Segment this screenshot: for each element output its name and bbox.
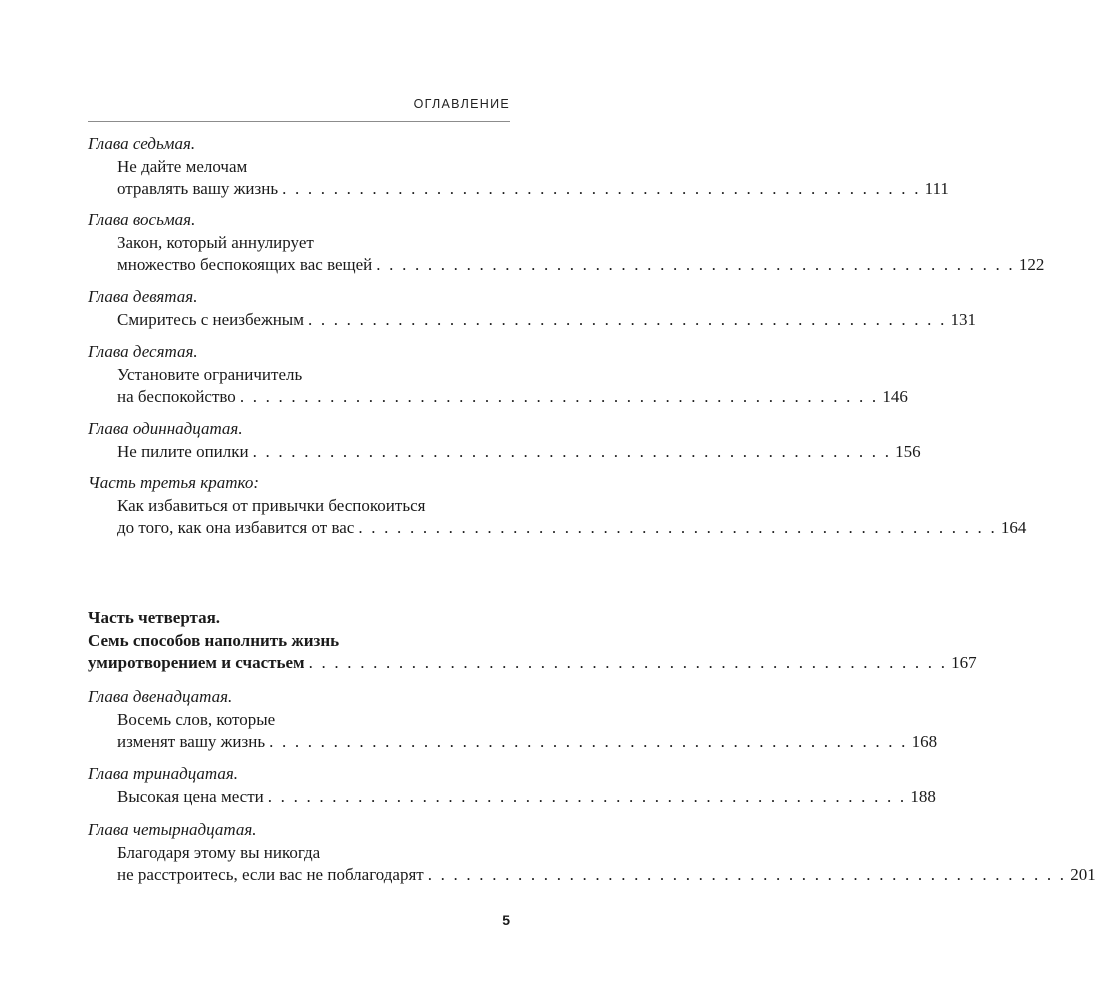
entry-title-line: Смиритесь с неизбежным [117, 309, 304, 329]
entry-title-line: Не пилите опилки [117, 441, 249, 461]
page-folio: 5 [502, 912, 510, 928]
toc-entry-chapter-10[interactable] [88, 341, 908, 409]
chapter-label: Глава двенадцатая. [88, 687, 233, 706]
dot-leader: . . . . . . . . . . . . . . . . . . . . . . . . . . . . . . . . . . . . . . . . . . . . . . . . . . [282, 179, 921, 198]
dot-leader: . . . . . . . . . . . . . . . . . . . . . . . . . . . . . . . . . . . . . . . . . . . . . . . . . . [267, 786, 907, 806]
running-head: ОГЛАВЛЕНИЕ [413, 97, 510, 111]
chapter-label: Глава девятая. [88, 287, 198, 306]
entry-title-line: изменят вашу жизнь [117, 732, 266, 751]
part-title-line: Часть четвертая. [88, 608, 221, 627]
dot-leader: . . . . . . . . . . . . . . . . . . . . . . . . . . . . . . . . . . . . . . . . . . . . . . . . . . [252, 441, 892, 461]
toc-entry-chapter-11[interactable] [88, 418, 921, 463]
entry-title-line: Закон, который аннулирует [117, 232, 314, 252]
dot-leader: . . . . . . . . . . . . . . . . . . . . . . . . . . . . . . . . . . . . . . . . . . . . . . . . . . [358, 518, 997, 537]
chapter-label: Глава десятая. [88, 342, 198, 361]
part-title-line: умиротворением и счастьем [88, 653, 305, 672]
page-number: 122 [1018, 255, 1045, 274]
entry-title-line: Благодаря этому вы никогда [117, 842, 321, 862]
entry-title-line: до того, как она избавится от вас [117, 518, 355, 537]
entry-title-line: Не дайте мелочам [117, 156, 248, 176]
page-number: 201 [1070, 865, 1096, 884]
page-number: 168 [911, 732, 938, 751]
page-number: 188 [910, 786, 936, 806]
header-rule [88, 121, 510, 122]
toc-entry-chapter-12[interactable] [88, 686, 938, 754]
chapter-label: Глава одиннадцатая. [88, 419, 243, 438]
entry-title-line: отравлять вашу жизнь [117, 179, 279, 198]
entry-title-line: Восемь слов, которые [117, 709, 276, 729]
entry-title-line: Установите ограничитель [117, 364, 303, 384]
chapter-label: Глава восьмая. [88, 210, 196, 229]
dot-leader: . . . . . . . . . . . . . . . . . . . . . . . . . . . . . . . . . . . . . . . . . . . . . . . . . . [239, 387, 879, 406]
chapter-label: Глава четырнадцатая. [88, 820, 257, 839]
dot-leader: . . . . . . . . . . . . . . . . . . . . . . . . . . . . . . . . . . . . . . . . . . . . . . . . . . [269, 732, 908, 751]
dot-leader: . . . . . . . . . . . . . . . . . . . . . . . . . . . . . . . . . . . . . . . . . . . . . . . . . . [307, 309, 947, 329]
chapter-label: Глава тринадцатая. [88, 764, 239, 783]
entry-title-line: множество беспокоящих вас вещей [117, 255, 373, 274]
toc-entry-chapter-7[interactable] [88, 133, 949, 201]
page-number: 111 [924, 179, 949, 198]
toc-entry-chapter-14[interactable] [88, 819, 1096, 887]
dot-leader: . . . . . . . . . . . . . . . . . . . . . . . . . . . . . . . . . . . . . . . . . . . . . . . . . . [376, 255, 1015, 274]
part-title-line: Семь способов наполнить жизнь [88, 630, 340, 650]
toc-entry-part-4[interactable] [88, 607, 977, 675]
chapter-label: Глава седьмая. [88, 134, 196, 153]
entry-title-line: Как избавиться от привычки беспокоиться [117, 495, 426, 515]
page-number: 146 [882, 387, 908, 406]
toc-entry-chapter-9[interactable] [88, 286, 977, 331]
toc-entry-chapter-13[interactable] [88, 763, 936, 808]
page-number: 167 [951, 653, 977, 672]
chapter-label: Часть третья кратко: [88, 473, 259, 492]
entry-title-line: не расстроитесь, если вас не поблагодарят [117, 865, 424, 884]
page-number: 164 [1000, 518, 1027, 537]
dot-leader: . . . . . . . . . . . . . . . . . . . . . . . . . . . . . . . . . . . . . . . . . . . . . . . . . . [427, 865, 1067, 884]
page-number: 156 [895, 441, 921, 461]
toc-entry-chapter-8[interactable] [88, 209, 1045, 277]
dot-leader: . . . . . . . . . . . . . . . . . . . . . . . . . . . . . . . . . . . . . . . . . . . . . . . . . . [308, 653, 948, 672]
page-number: 131 [950, 309, 977, 329]
entry-title-line: Высокая цена мести [117, 786, 264, 806]
entry-title-line: на беспокойство [117, 387, 236, 406]
toc-entry-part-3-summary[interactable] [88, 472, 1027, 540]
